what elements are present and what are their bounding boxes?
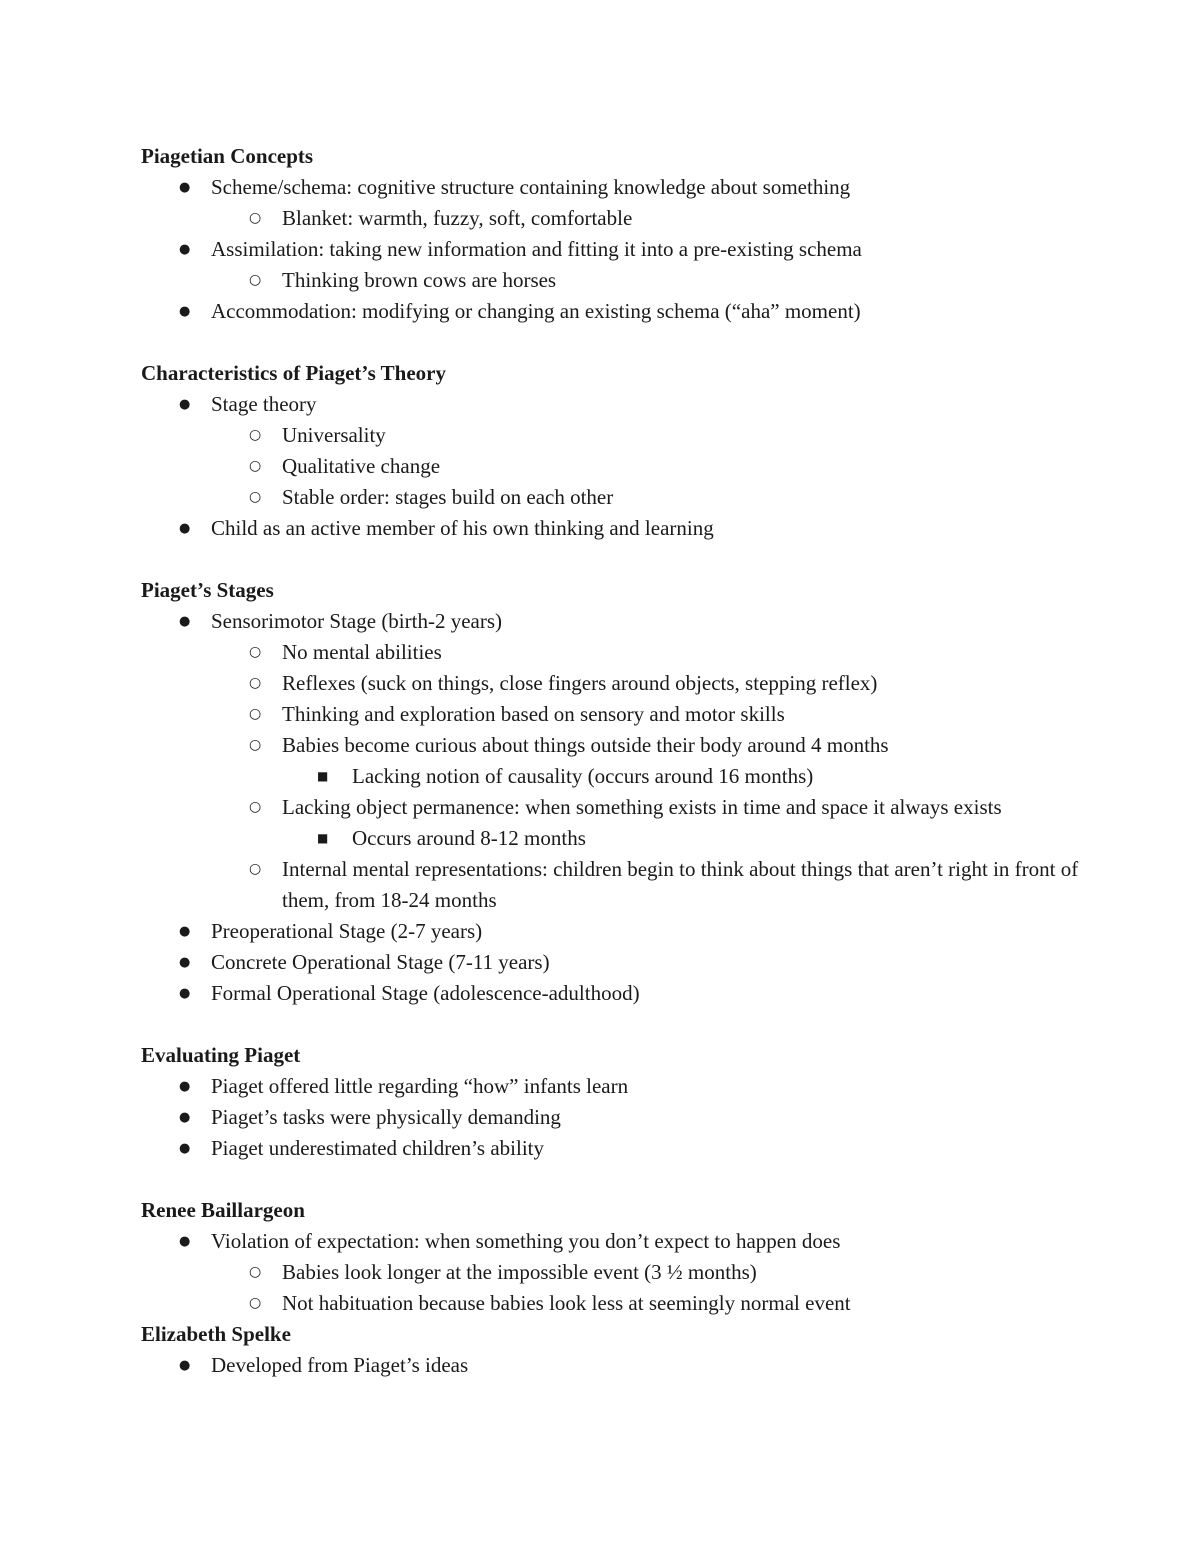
section-heading: Characteristics of Piaget’s Theory bbox=[141, 361, 447, 385]
section-spacer bbox=[141, 327, 1081, 358]
list-item-text: Stage theory bbox=[211, 392, 317, 416]
list-item bbox=[141, 1102, 1081, 1133]
list-item bbox=[141, 730, 1081, 761]
section-heading: Renee Baillargeon bbox=[141, 1198, 305, 1222]
list-item-text: Piaget’s tasks were physically demanding bbox=[211, 1105, 561, 1129]
list-item-text: Not habituation because babies look less at seemingly normal event bbox=[282, 1291, 851, 1315]
bullet-list bbox=[141, 172, 1081, 327]
list-item bbox=[141, 637, 1081, 668]
hollow-circle-bullet-icon: ○ bbox=[249, 210, 262, 226]
section-heading: Elizabeth Spelke bbox=[141, 1322, 291, 1346]
list-item bbox=[141, 854, 1081, 916]
list-item-text: Piaget underestimated children’s ability bbox=[211, 1136, 544, 1160]
filled-circle-bullet-icon: ● bbox=[179, 1358, 191, 1373]
list-item-text: Thinking and exploration based on sensory and motor skills bbox=[282, 702, 785, 726]
filled-circle-bullet-icon: ● bbox=[179, 986, 191, 1001]
list-item bbox=[141, 916, 1081, 947]
list-item bbox=[141, 482, 1081, 513]
filled-circle-bullet-icon: ● bbox=[179, 521, 191, 536]
list-item-text: Child as an active member of his own thinking and learning bbox=[211, 516, 714, 540]
list-item-text: Thinking brown cows are horses bbox=[282, 268, 557, 292]
list-item bbox=[141, 1226, 1081, 1257]
hollow-circle-bullet-icon: ○ bbox=[249, 272, 262, 288]
list-item bbox=[141, 668, 1081, 699]
list-item-text: Stable order: stages build on each other bbox=[282, 485, 614, 509]
section-spacer bbox=[141, 1164, 1081, 1195]
document-body bbox=[141, 141, 1081, 1381]
list-item-text: Accommodation: modifying or changing an existing schema (“aha” moment) bbox=[211, 299, 861, 323]
list-item bbox=[141, 699, 1081, 730]
bullet-list bbox=[141, 606, 1081, 1009]
square-bullet-icon: ■ bbox=[317, 831, 329, 845]
list-item bbox=[141, 978, 1081, 1009]
list-item-text: Scheme/schema: cognitive structure containing knowledge about something bbox=[211, 175, 851, 199]
list-item bbox=[141, 1071, 1081, 1102]
list-item bbox=[141, 513, 1081, 544]
hollow-circle-bullet-icon: ○ bbox=[249, 861, 262, 877]
section-spacer bbox=[141, 1009, 1081, 1040]
list-item-text: Babies look longer at the impossible event (3 ½ months) bbox=[282, 1260, 757, 1284]
list-item bbox=[141, 1288, 1081, 1319]
list-item-text: Occurs around 8-12 months bbox=[352, 826, 586, 850]
list-item bbox=[141, 234, 1081, 265]
list-item-text: Assimilation: taking new information and fitting it into a pre-existing schema bbox=[211, 237, 862, 261]
list-item bbox=[141, 1133, 1081, 1164]
hollow-circle-bullet-icon: ○ bbox=[249, 1264, 262, 1280]
list-item bbox=[141, 792, 1081, 823]
list-item bbox=[141, 265, 1081, 296]
filled-circle-bullet-icon: ● bbox=[179, 1079, 191, 1094]
hollow-circle-bullet-icon: ○ bbox=[249, 675, 262, 691]
list-item bbox=[141, 761, 1081, 792]
list-item-text: Universality bbox=[282, 423, 386, 447]
list-item bbox=[141, 296, 1081, 327]
section-heading: Piaget’s Stages bbox=[141, 578, 274, 602]
filled-circle-bullet-icon: ● bbox=[179, 304, 191, 319]
list-item bbox=[141, 172, 1081, 203]
list-item-text: Internal mental representations: children begin to think about things that aren’t right in front of them, from 18-24 months bbox=[282, 857, 1079, 912]
bullet-list bbox=[141, 389, 1081, 544]
list-item bbox=[141, 606, 1081, 637]
hollow-circle-bullet-icon: ○ bbox=[249, 644, 262, 660]
filled-circle-bullet-icon: ● bbox=[179, 614, 191, 629]
list-item bbox=[141, 420, 1081, 451]
list-item-text: Qualitative change bbox=[282, 454, 441, 478]
list-item-text: Reflexes (suck on things, close fingers around objects, stepping reflex) bbox=[282, 671, 878, 695]
list-item-text: Sensorimotor Stage (birth-2 years) bbox=[211, 609, 503, 633]
list-item-text: Lacking notion of causality (occurs around 16 months) bbox=[352, 764, 814, 788]
list-item bbox=[141, 389, 1081, 420]
list-item-text: Piaget offered little regarding “how” infants learn bbox=[211, 1074, 629, 1098]
list-item bbox=[141, 823, 1081, 854]
hollow-circle-bullet-icon: ○ bbox=[249, 737, 262, 753]
list-item bbox=[141, 1257, 1081, 1288]
filled-circle-bullet-icon: ● bbox=[179, 397, 191, 412]
filled-circle-bullet-icon: ● bbox=[179, 955, 191, 970]
list-item bbox=[141, 451, 1081, 482]
list-item-text: Developed from Piaget’s ideas bbox=[211, 1353, 469, 1377]
bullet-list bbox=[141, 1071, 1081, 1164]
hollow-circle-bullet-icon: ○ bbox=[249, 1295, 262, 1311]
filled-circle-bullet-icon: ● bbox=[179, 1234, 191, 1249]
list-item bbox=[141, 1350, 1081, 1381]
hollow-circle-bullet-icon: ○ bbox=[249, 489, 262, 505]
bullet-list bbox=[141, 1350, 1081, 1381]
hollow-circle-bullet-icon: ○ bbox=[249, 427, 262, 443]
list-item-text: Blanket: warmth, fuzzy, soft, comfortable bbox=[282, 206, 633, 230]
square-bullet-icon: ■ bbox=[317, 769, 329, 783]
filled-circle-bullet-icon: ● bbox=[179, 924, 191, 939]
section-spacer bbox=[141, 544, 1081, 575]
filled-circle-bullet-icon: ● bbox=[179, 1141, 191, 1156]
filled-circle-bullet-icon: ● bbox=[179, 1110, 191, 1125]
list-item-text: Formal Operational Stage (adolescence-adulthood) bbox=[211, 981, 640, 1005]
list-item-text: Lacking object permanence: when something exists in time and space it always exists bbox=[282, 795, 1002, 819]
hollow-circle-bullet-icon: ○ bbox=[249, 799, 262, 815]
list-item-text: Violation of expectation: when something you don’t expect to happen does bbox=[211, 1229, 841, 1253]
section-heading: Piagetian Concepts bbox=[141, 144, 314, 168]
bullet-list bbox=[141, 1226, 1081, 1319]
filled-circle-bullet-icon: ● bbox=[179, 242, 191, 257]
list-item-text: Preoperational Stage (2-7 years) bbox=[211, 919, 483, 943]
list-item-text: Concrete Operational Stage (7-11 years) bbox=[211, 950, 550, 974]
list-item bbox=[141, 947, 1081, 978]
list-item bbox=[141, 203, 1081, 234]
list-item-text: No mental abilities bbox=[282, 640, 442, 664]
hollow-circle-bullet-icon: ○ bbox=[249, 706, 262, 722]
section-heading: Evaluating Piaget bbox=[141, 1043, 301, 1067]
filled-circle-bullet-icon: ● bbox=[179, 180, 191, 195]
hollow-circle-bullet-icon: ○ bbox=[249, 458, 262, 474]
list-item-text: Babies become curious about things outside their body around 4 months bbox=[282, 733, 889, 757]
